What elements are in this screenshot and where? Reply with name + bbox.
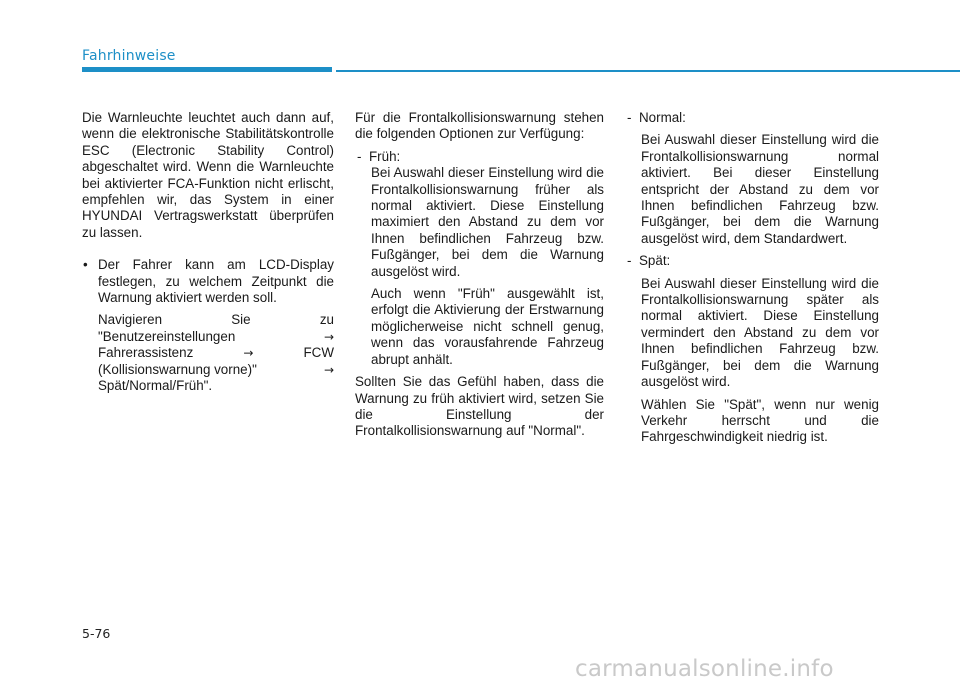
dash-marker: - [627, 110, 632, 125]
nav-word: "Benutzereinstellungen [98, 328, 236, 344]
option-description: Bei Auswahl dieser Einstellung wird die Frontalkollisionswarnung später als normal aktiviert. Diese Einstellung vermindert den Abstand zu dem vor Ihnen befindlichen Fahrzeug bzw. Fußgänger, bei dem die Warnung ausgelöst wird. [641, 275, 879, 390]
bullet-text: Der Fahrer kann am LCD-Display festlegen, zu welchem Zeitpunkt die Warnung aktiviert werden soll. [98, 257, 334, 306]
arrow-right-icon: → [323, 362, 334, 377]
nav-word: Navigieren [98, 312, 163, 328]
nav-word: zu [319, 312, 334, 328]
nav-line-2 [98, 329, 334, 345]
closing-paragraph: Sollten Sie das Gefühl haben, dass die Warnung zu früh aktiviert wird, setzen Sie die Einstellung der Frontalkollisionswarnung auf "Normal". [355, 374, 604, 439]
watermark: carmanualsonline.info [575, 656, 834, 682]
bullet-icon: • [83, 257, 88, 273]
options-intro: Für die Frontalkollisionswarnung stehen die folgenden Optionen zur Verfügung: [355, 110, 604, 142]
section-title: Fahrhinweise [82, 48, 176, 64]
option-label: Normal: [639, 110, 686, 125]
header-rule-thick [82, 67, 332, 72]
option-frueh [355, 149, 604, 165]
option-spaet-body [625, 276, 879, 446]
nav-line-5: Spät/Normal/Früh". [98, 378, 213, 394]
option-spaet [625, 253, 879, 269]
option-description: Bei Auswahl dieser Einstellung wird die Frontalkollisionswarnung normal aktiviert. Bei dieser Einstellung entspricht der Abstand zu dem vor Ihnen befindlichen Fahrzeug bzw. Fußgänger, bei dem die Warnung ausgelöst wird, dem Standardwert. [641, 132, 879, 246]
header-rule-thin [336, 70, 960, 72]
dash-marker: - [357, 148, 362, 164]
warning-light-paragraph: Die Warnleuchte leuchtet auch dann auf, wenn die elektronische Stabilitätskontrolle ESC (Electronic Stability Control) abgeschaltet wird. Wenn die Warnleuchte bei aktivierter FCA-Funktion nicht erlischt, empfehlen wir, das System in einer HYUNDAI Vertragswerkstatt überprüfen zu lassen. [82, 110, 334, 240]
nav-line-4 [98, 362, 334, 378]
nav-line-3 [98, 345, 334, 361]
option-note: Auch wenn "Früh" ausgewählt ist, erfolgt die Aktivierung der Erstwarnung möglicherweise nicht schnell genug, wenn das vorausfahrende Fahrzeug abrupt anhält. [371, 286, 604, 367]
nav-line-1 [98, 312, 334, 328]
option-normal [625, 110, 879, 126]
option-label: Früh: [369, 148, 401, 164]
arrow-right-icon: → [323, 329, 334, 344]
option-label: Spät: [639, 253, 671, 269]
option-frueh-body [355, 165, 604, 368]
column-left [82, 110, 334, 395]
dash-marker: - [627, 253, 632, 269]
page-number: 5-76 [82, 626, 111, 641]
arrow-right-icon: → [243, 346, 254, 361]
option-note: Wählen Sie "Spät", wenn nur wenig Verkehr herrscht und die Fahrgeschwindigkeit niedrig ist. [641, 396, 879, 445]
nav-word: Fahrerassistenz [98, 345, 194, 361]
nav-word: (Kollisionswarnung vorne)" [98, 361, 257, 377]
column-right [625, 110, 879, 446]
bullet-item [82, 257, 334, 306]
option-description: Bei Auswahl dieser Einstellung wird die Frontalkollisionswarnung früher als normal aktiviert. Diese Einstellung maximiert den Abstand zu dem vor Ihnen befindlichen Fahrzeug bzw. Fußgänger, bei dem die Warnung ausgelöst wird. [371, 165, 604, 279]
column-middle [355, 110, 604, 440]
nav-word: Sie [231, 312, 251, 328]
nav-word: FCW [303, 345, 334, 361]
navigation-path [82, 312, 334, 394]
option-normal-body [625, 132, 879, 247]
